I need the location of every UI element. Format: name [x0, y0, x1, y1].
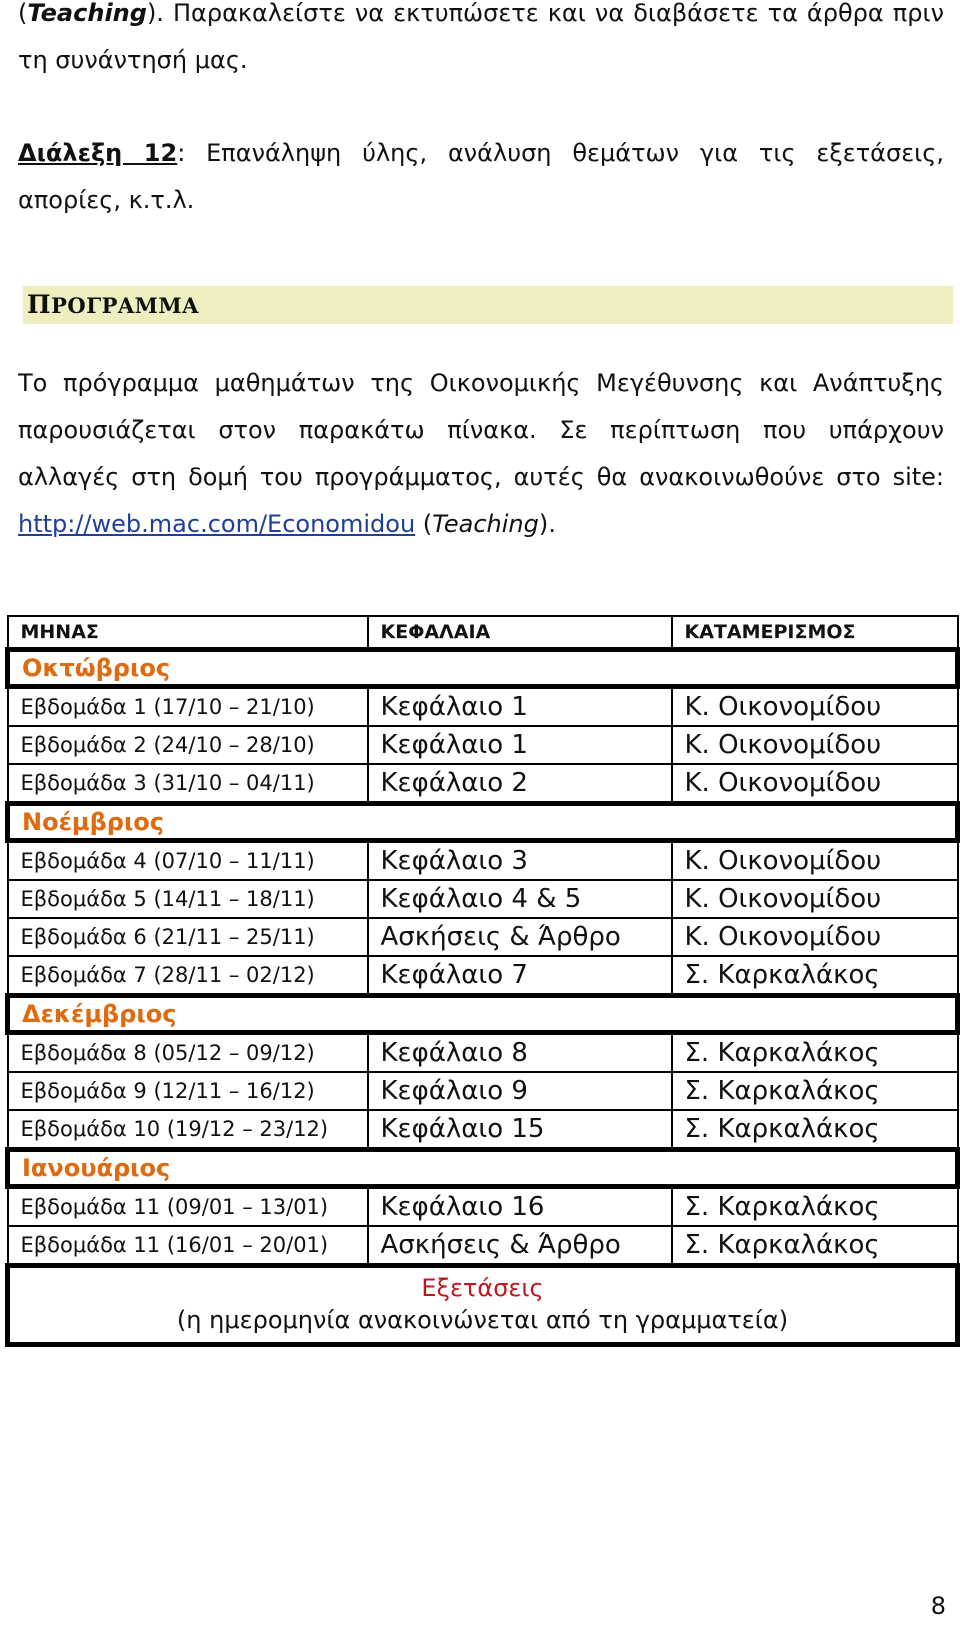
lecturer-cell: Σ. Καρκαλάκος — [672, 1033, 958, 1073]
schedule-table — [5, 615, 960, 1347]
week-cell: Εβδομάδα 4 (07/10 – 11/11) — [8, 841, 368, 881]
table-row — [8, 1033, 958, 1073]
intro-open-paren: ( — [18, 0, 28, 27]
week-cell: Εβδομάδα 1 (17/10 – 21/10) — [8, 687, 368, 727]
lecturer-cell: Κ. Οικονομίδου — [672, 687, 958, 727]
week-cell: Εβδομάδα 2 (24/10 – 28/10) — [8, 726, 368, 764]
program-after-link-close: ). — [538, 510, 556, 538]
week-cell: Εβδομάδα 11 (16/01 – 20/01) — [8, 1226, 368, 1266]
program-heading — [23, 286, 953, 324]
table-row — [8, 1072, 958, 1110]
week-cell: Εβδομάδα 8 (05/12 – 09/12) — [8, 1033, 368, 1073]
chapter-cell: Κεφάλαιο 9 — [368, 1072, 672, 1110]
chapter-cell: Κεφάλαιο 15 — [368, 1110, 672, 1150]
chapter-cell: Κεφάλαιο 16 — [368, 1187, 672, 1227]
program-teaching: Teaching — [432, 510, 539, 538]
month-name: Νοέμβριος — [8, 804, 958, 841]
program-after-link-open: ( — [415, 510, 433, 538]
month-row-november — [8, 804, 958, 841]
table-row — [8, 1110, 958, 1150]
exam-title: Εξετάσεις — [421, 1274, 544, 1302]
lecturer-cell: Σ. Καρκαλάκος — [672, 1187, 958, 1227]
table-row — [8, 1226, 958, 1266]
intro-teaching: Teaching — [27, 0, 147, 27]
month-row-january — [8, 1150, 958, 1187]
header-chapters: ΚΕΦΑΛΑΙΑ — [368, 616, 672, 650]
intro-paragraph — [18, 0, 944, 84]
chapter-cell: Ασκήσεις & Άρθρο — [368, 918, 672, 956]
table-row — [8, 1187, 958, 1227]
chapter-cell: Κεφάλαιο 7 — [368, 956, 672, 996]
chapter-cell: Κεφάλαιο 4 & 5 — [368, 880, 672, 918]
week-cell: Εβδομάδα 11 (09/01 – 13/01) — [8, 1187, 368, 1227]
week-cell: Εβδομάδα 5 (14/11 – 18/11) — [8, 880, 368, 918]
lecture-12-paragraph — [18, 130, 944, 224]
chapter-cell: Κεφάλαιο 8 — [368, 1033, 672, 1073]
exam-cell — [8, 1266, 958, 1345]
exam-note: (η ημερομηνία ανακοινώνεται από τη γραμματεία) — [176, 1306, 789, 1334]
month-name: Δεκέμβριος — [8, 996, 958, 1033]
lecturer-cell: Κ. Οικονομίδου — [672, 726, 958, 764]
table-header-row — [8, 616, 958, 650]
lecturer-cell: Κ. Οικονομίδου — [672, 841, 958, 881]
week-cell: Εβδομάδα 10 (19/12 – 23/12) — [8, 1110, 368, 1150]
table-row — [8, 880, 958, 918]
chapter-cell: Κεφάλαιο 1 — [368, 726, 672, 764]
program-text: Το πρόγραμμα μαθημάτων της Οικονομικής Μεγέθυνσης και Ανάπτυξης παρουσιάζεται στον παρακάτω πίνακα. Σε περίπτωση που υπάρχουν αλλαγές στη δομή του προγράμματος, αυτές θα ανακοινωθούνε στο site: — [18, 369, 944, 491]
month-row-december — [8, 996, 958, 1033]
lecture-text: : Επανάληψη ύλης, ανάλυση θεμάτων για τις εξετάσεις, απορίες, κ.τ.λ. — [18, 139, 945, 214]
lecturer-cell: Κ. Οικονομίδου — [672, 918, 958, 956]
month-row-october — [8, 650, 958, 687]
table-row — [8, 956, 958, 996]
week-cell: Εβδομάδα 9 (12/11 – 16/12) — [8, 1072, 368, 1110]
header-month: ΜΗΝΑΣ — [8, 616, 368, 650]
chapter-cell: Ασκήσεις & Άρθρο — [368, 1226, 672, 1266]
chapter-cell: Κεφάλαιο 2 — [368, 764, 672, 804]
program-heading-rest: ΡΟΓΡΑΜΜΑ — [51, 293, 199, 318]
lecturer-cell: Σ. Καρκαλάκος — [672, 1226, 958, 1266]
lecturer-cell: Σ. Καρκαλάκος — [672, 1072, 958, 1110]
week-cell: Εβδομάδα 7 (28/11 – 02/12) — [8, 956, 368, 996]
header-allocation: ΚΑΤΑΜΕΡΙΣΜΟΣ — [672, 616, 958, 650]
exam-row — [8, 1266, 958, 1345]
month-name: Ιανουάριος — [8, 1150, 958, 1187]
month-name: Οκτώβριος — [8, 650, 958, 687]
program-heading-first-letter: Π — [27, 290, 52, 319]
page-number: 8 — [930, 1592, 946, 1620]
program-paragraph — [18, 360, 944, 548]
table-row — [8, 841, 958, 881]
lecturer-cell: Κ. Οικονομίδου — [672, 764, 958, 804]
week-cell: Εβδομάδα 6 (21/11 – 25/11) — [8, 918, 368, 956]
lecturer-cell: Σ. Καρκαλάκος — [672, 956, 958, 996]
table-row — [8, 726, 958, 764]
week-cell: Εβδομάδα 3 (31/10 – 04/11) — [8, 764, 368, 804]
intro-text: ). Παρακαλείστε να εκτυπώσετε και να διαβάσετε τα άρθρα πριν τη συνάντησή μας. — [18, 0, 944, 74]
table-row — [8, 764, 958, 804]
chapter-cell: Κεφάλαιο 1 — [368, 687, 672, 727]
economidou-link[interactable]: http://web.mac.com/Economidou — [18, 510, 416, 538]
table-row — [8, 918, 958, 956]
lecturer-cell: Κ. Οικονομίδου — [672, 880, 958, 918]
table-row — [8, 687, 958, 727]
chapter-cell: Κεφάλαιο 3 — [368, 841, 672, 881]
lecture-label: Διάλεξη 12 — [18, 139, 178, 167]
lecturer-cell: Σ. Καρκαλάκος — [672, 1110, 958, 1150]
